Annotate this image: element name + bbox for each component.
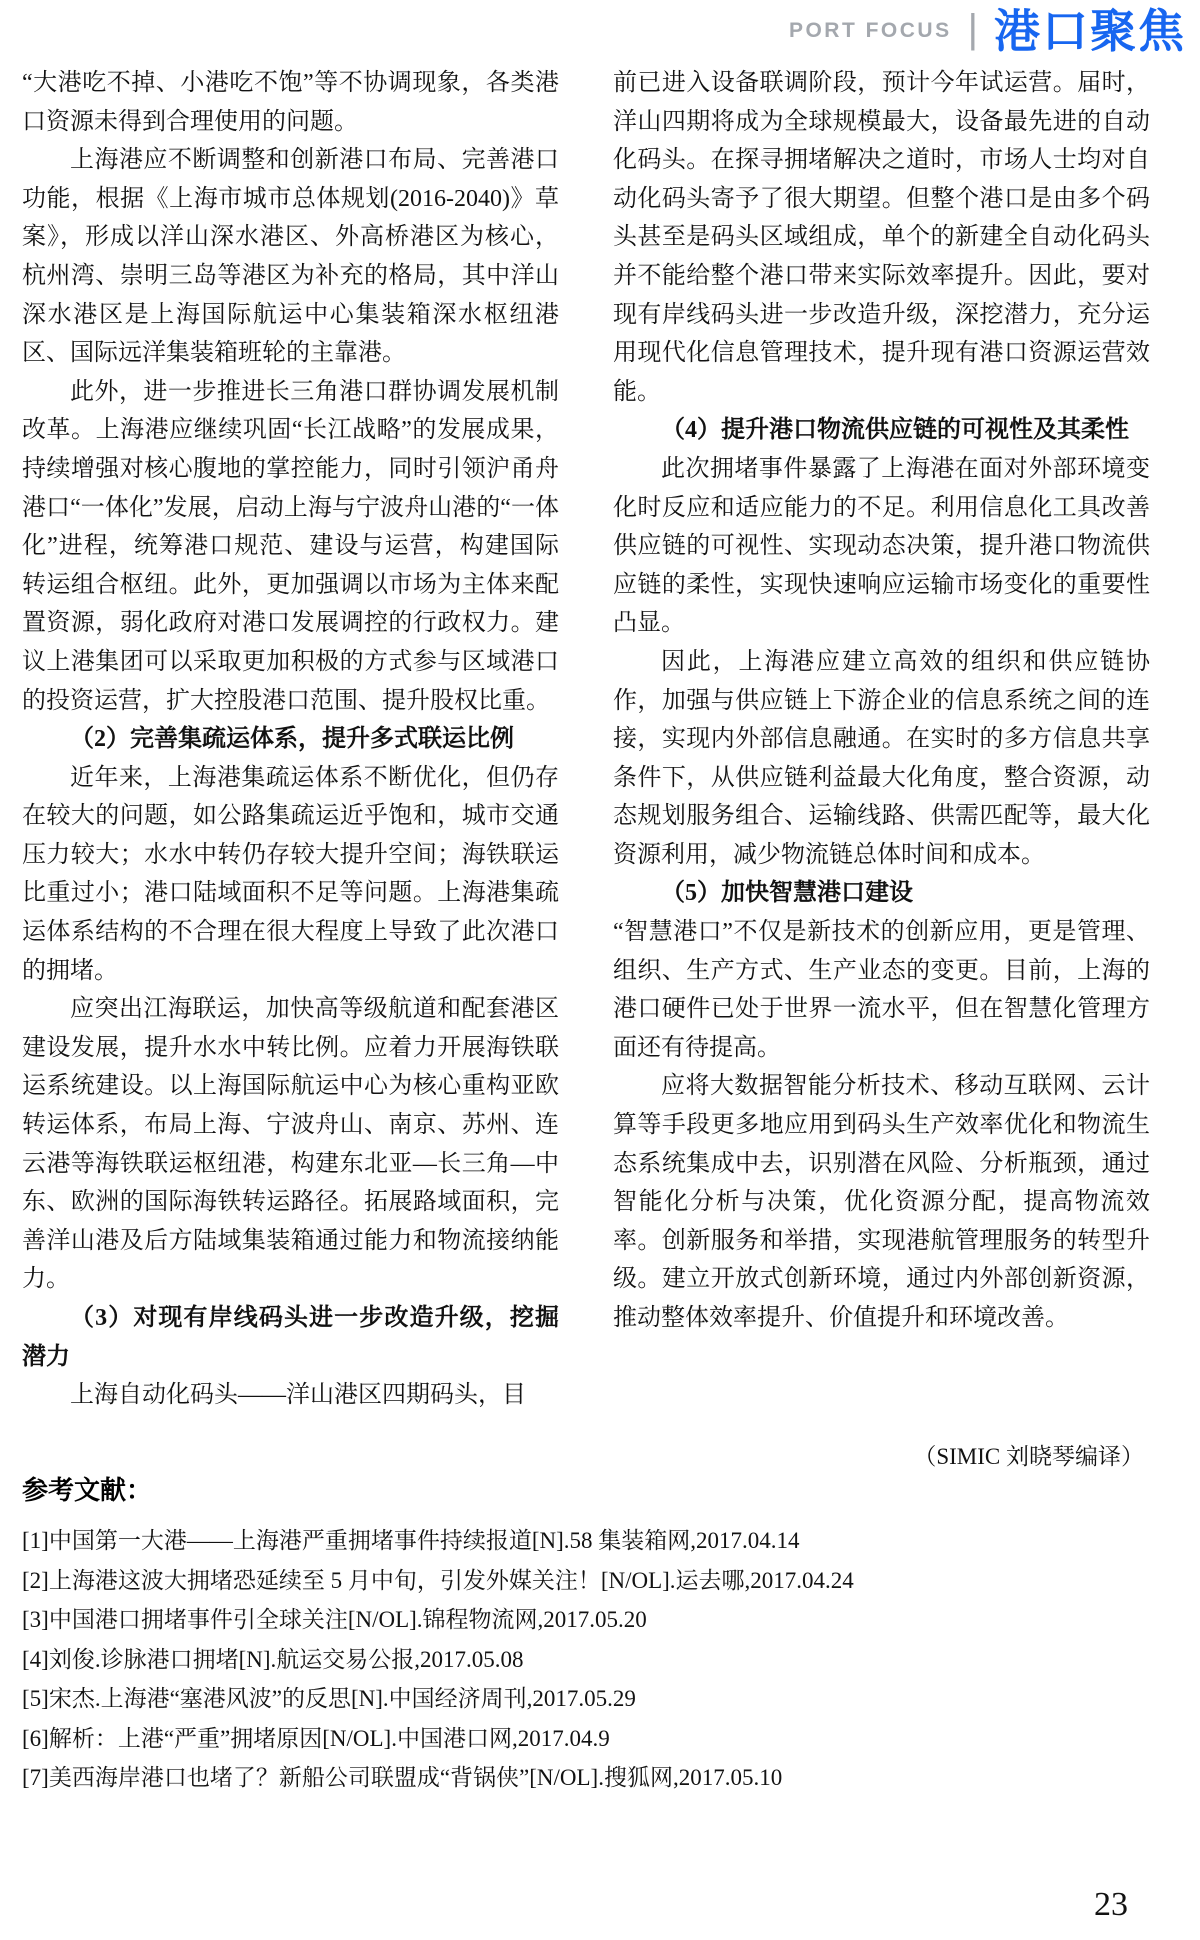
body-paragraph: 此次拥堵事件暴露了上海港在面对外部环境变化时反应和适应能力的不足。利用信息化工具改善供应链的可视性、实现动态决策，提升港口物流供应链的柔性，实现快速响应运输市场变化的重要性凸显。 (613, 455, 1150, 637)
references-list (22, 1521, 1172, 1798)
right-column (613, 64, 1150, 1415)
reference-item: [7]美西海岸港口也堵了？新船公司联盟成“背锅侠”[N/OL].搜狐网,2017.05.10 (22, 1765, 783, 1790)
page-number: 23 (1094, 1886, 1128, 1923)
section-heading: （3）对现有岸线码头进一步改造升级，挖掘潜力 (22, 1305, 559, 1370)
reference-item: [5]宋杰.上海港“塞港风波”的反思[N].中国经济周刊,2017.05.29 (22, 1686, 636, 1711)
body-paragraph: “智慧港口”不仅是新技术的创新应用，更是管理、组织、生产方式、生产业态的变更。目前，上海的港口硬件已处于世界一流水平，但在智慧化管理方面还有待提高。 (613, 919, 1150, 1061)
section-heading: （5）加快智慧港口建设 (661, 880, 913, 907)
translator-attribution: （SIMIC 刘晓琴编译） (913, 1444, 1144, 1469)
body-paragraph: 前已进入设备联调阶段，预计今年试运营。届时，洋山四期将成为全球规模最大，设备最先进的自动化码头。在探寻拥堵解决之道时，市场人士均对自动化码头寄予了很大期望。但整个港口是由多个码头甚至是码头区域组成，单个的新建全自动化码头并不能给整个港口带来实际效率提升。因此，要对现有岸线码头进一步改造升级，深挖潜力，充分运用现代化信息管理技术，提升现有港口资源运营效能。 (613, 70, 1150, 405)
body-paragraph: 应突出江海联运，加快高等级航道和配套港区建设发展，提升水水中转比例。应着力开展海铁联运系统建设。以上海国际航运中心为核心重构亚欧转运体系，布局上海、宁波舟山、南京、苏州、连云港等海铁联运枢纽港，构建东北亚—长三角—中东、欧洲的国际海铁转运路径。拓展路域面积，完善洋山港及后方陆域集装箱通过能力和物流接纳能力。 (22, 996, 559, 1293)
body-paragraph: 近年来，上海港集疏运体系不断优化，但仍存在较大的问题，如公路集疏运近乎饱和，城市交通压力较大；水水中转仍存较大提升空间；海铁联运比重过小；港口陆域面积不足等问题。上海港集疏运体系结构的不合理在很大程度上导致了此次港口的拥堵。 (22, 764, 559, 984)
body-paragraph: 应将大数据智能分析技术、移动互联网、云计算等手段更多地应用到码头生产效率优化和物流生态系统集成中去，识别潜在风险、分析瓶颈，通过智能化分析与决策，优化资源分配，提高物流效率。创新服务和举措，实现港航管理服务的转型升级。建立开放式创新环境，通过内外部创新资源，推动整体效率提升、价值提升和环境改善。 (613, 1073, 1150, 1331)
left-column (22, 64, 559, 1415)
section-label-en: PORT FOCUS (788, 19, 952, 42)
reference-item: [4]刘俊.诊脉港口拥堵[N].航运交易公报,2017.05.08 (22, 1646, 524, 1672)
body-paragraph: “大港吃不掉、小港吃不饱”等不协调现象，各类港口资源未得到合理使用的问题。 (22, 70, 559, 135)
page-header (788, 5, 1186, 57)
body-paragraph: 因此，上海港应建立高效的组织和供应链协作，加强与供应链上下游企业的信息系统之间的连接，实现内外部信息融通。在实时的多方信息共享条件下，从供应链利益最大化角度，整合资源，动态规划服务组合、运输线路、供需匹配等，最大化资源利用，减少物流链总体时间和成本。 (613, 648, 1150, 868)
references-heading: 参考文献： (22, 1475, 153, 1505)
reference-item: [3]中国港口拥堵事件引全球关注[N/OL].锦程物流网,2017.05.20 (22, 1607, 647, 1632)
body-paragraph: 上海自动化码头——洋山港区四期码头，目 (70, 1382, 526, 1409)
reference-item: [1]中国第一大港——上海港严重拥堵事件持续报道[N].58 集装箱网,2017.04.14 (22, 1528, 800, 1553)
article-body (22, 64, 1150, 1415)
reference-item: [6]解析：上港“严重”拥堵原因[N/OL].中国港口网,2017.04.9 (22, 1725, 610, 1751)
references-section (22, 1470, 1172, 1798)
section-heading: （4）提升港口物流供应链的可视性及其柔性 (661, 417, 1129, 444)
body-paragraph: 此外，进一步推进长三角港口群协调发展机制改革。上海港应继续巩固“长江战略”的发展成果，持续增强对核心腹地的掌控能力，同时引领沪甬舟港口“一体化”发展，启动上海与宁波舟山港的“一体化”进程，统筹港口规范、建设与运营，构建国际转运组合枢纽。此外，更加强调以市场为主体来配置资源，弱化政府对港口发展调控的行政权力。建议上港集团可以采取更加积极的方式参与区域港口的投资运营，扩大控股港口范围、提升股权比重。 (22, 378, 559, 714)
header-divider: | (967, 7, 978, 51)
section-heading: （2）完善集疏运体系，提升多式联运比例 (70, 726, 514, 753)
section-title-zh: 港口聚焦 (994, 5, 1186, 57)
body-paragraph: 上海港应不断调整和创新港口布局、完善港口功能，根据《上海市城市总体规划(2016-2040)》草案》，形成以洋山深水港区、外高桥港区为核心，杭州湾、崇明三岛等港区为补充的格局，其中洋山深水港区是上海国际航运中心集装箱深水枢纽港区、国际远洋集装箱班轮的主靠港。 (22, 147, 559, 367)
reference-item: [2]上海港这波大拥堵恐延续至 5 月中旬，引发外媒关注！[N/OL].运去哪,2017.04.24 (22, 1567, 854, 1593)
